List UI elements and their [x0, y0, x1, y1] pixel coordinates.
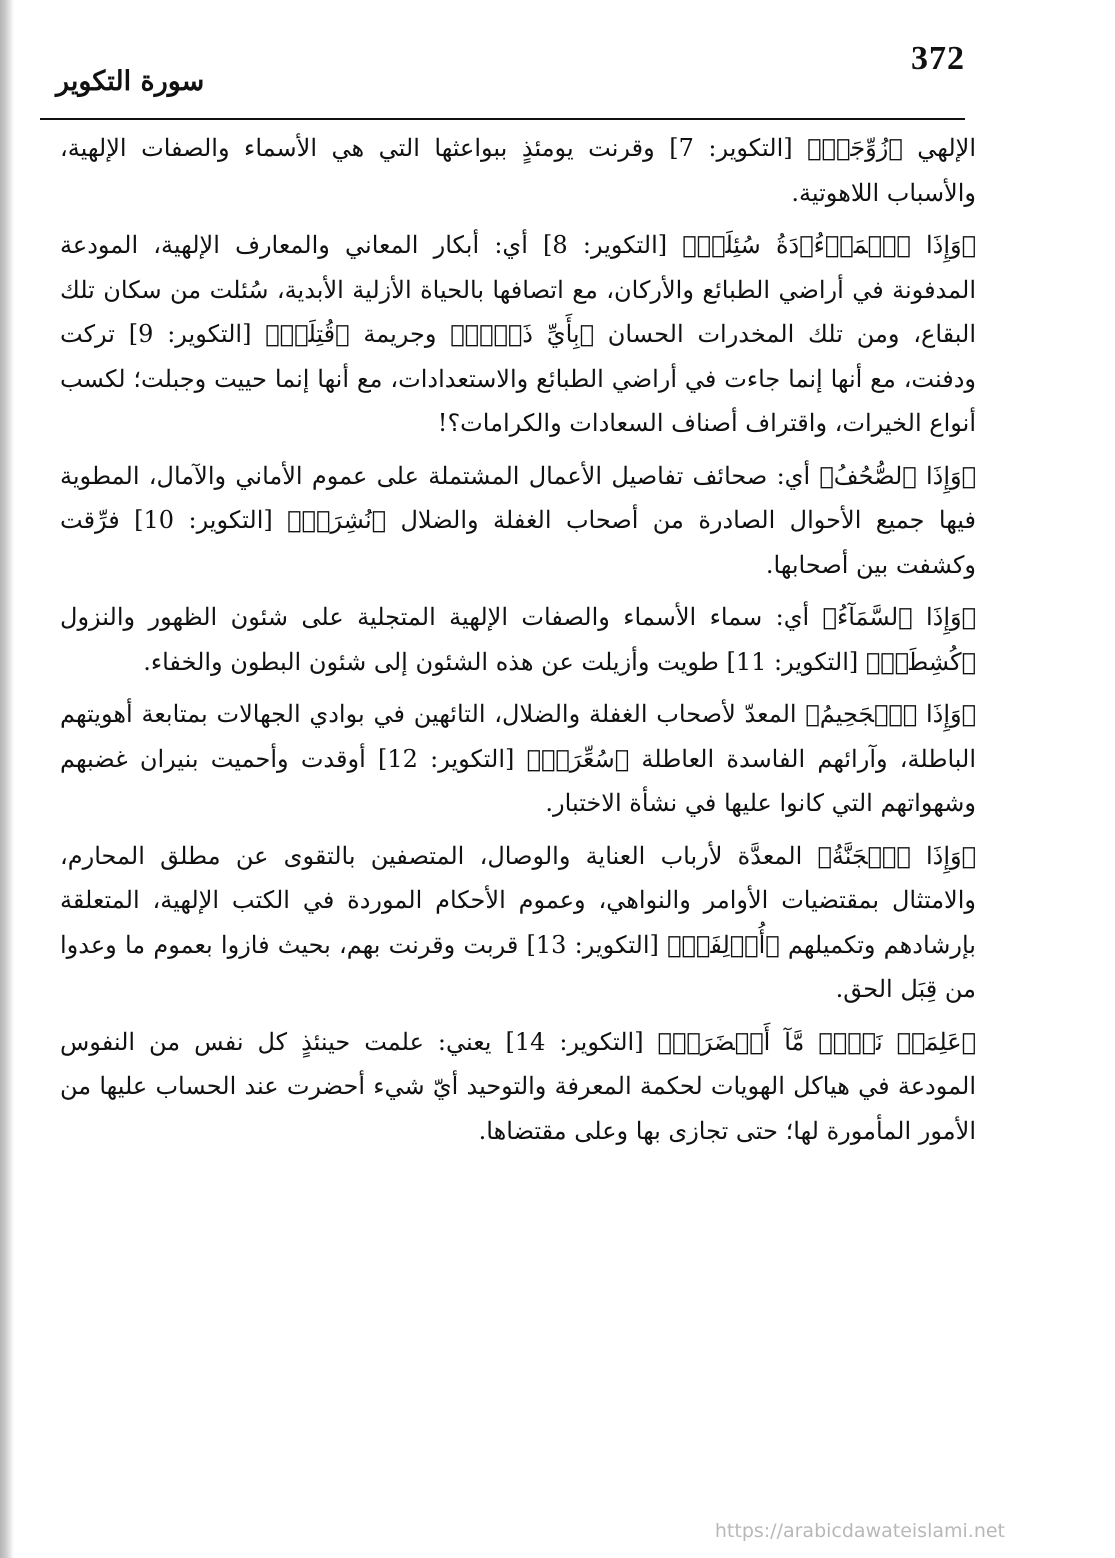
page-header [30, 40, 965, 120]
paragraph: ﴿وَإِذَا ٱلسَّمَآءُ﴾ أي: سماء الأسماء والصفات الإلهية المتجلية على شئون الظهور والنزول ﴿كُشِطَتۡ﴾ [التكوير: 11] طويت وأزيلت عن هذه الشئون إلى شئون البطون والخفاء. [60, 603, 976, 676]
paragraph: ﴿عَلِمَتۡ نَفۡسٞ مَّآ أَحۡضَرَتۡ﴾ [التكوير: 14] يعني: علمت حينئذٍ كل نفس من النفوس المودعة في هياكل الهويات لحكمة المعرفة والتوحيد أيّ شيء أحضرت عند الحساب عليها من الأمور المأمورة لها؛ حتى تجازى بها وعلى مقتضاها. [60, 1027, 976, 1145]
page-number: 372 [911, 40, 965, 77]
paragraph: ﴿وَإِذَا ٱلۡجَنَّةُ﴾ المعدَّة لأرباب العناية والوصال، المتصفين بالتقوى عن مطلق المحارم، والامتثال بمقتضيات الأوامر والنواهي، وعموم الأحكام الموردة في الكتب الإلهية، المتعلقة بإرشادهم وتكميلهم ﴿أُزۡلِفَتۡ﴾ [التكوير: 13] قربت وقرنت بهم، بحيث فازوا بعموم ما وعدوا من قِبَل الحق. [60, 841, 976, 1003]
scan-edge-shadow [0, 0, 14, 1558]
paragraph: ﴿وَإِذَا ٱلۡمَوۡءُۥدَةُ سُئِلَتۡ﴾ [التكوير: 8] أي: أبكار المعاني والمعارف الإلهية، المودعة المدفونة في أراضي الطبائع والأركان، مع اتصافها بالحياة الأزلية الأبدية، سُئلت من سكان تلك البقاع، ومن تلك المخدرات الحسان ﴿بِأَيِّ ذَنۢبٖ﴾ وجريمة ﴿قُتِلَتۡ﴾ [التكوير: 9] تركت ودفنت، مع أنها إنما جاءت في أراضي الطبائع والاستعدادات، مع أنها إنما حييت وجبلت؛ لكسب أنواع الخيرات، واقتراف أصناف السعادات والكرامات؟! [60, 231, 977, 437]
watermark-url: https://arabicdawateislami.net [714, 1520, 1005, 1542]
paragraph: ﴿وَإِذَا ٱلۡجَحِيمُ﴾ المعدّ لأصحاب الغفلة والضلال، التائهين في بوادي الجهالات بمتابعة أهويتهم الباطلة، وآرائهم الفاسدة العاطلة ﴿سُعِّرَتۡ﴾ [التكوير: 12] أوقدت وأحميت بنيران غضبهم وشهواتهم التي كانوا عليها في نشأة الاختبار. [60, 700, 977, 817]
paragraph: ﴿وَإِذَا ٱلصُّحُفُ﴾ أي: صحائف تفاصيل الأعمال المشتملة على عموم الأماني والآمال، المطوية فيها جميع الأحوال الصادرة من أصحاب الغفلة والضلال ﴿نُشِرَتۡ﴾ [التكوير: 10] فرِّقت وكشفت بين أصحابها. [60, 461, 977, 579]
paragraph: الإلهي ﴿زُوِّجَتۡ﴾ [التكوير: 7] وقرنت يومئذٍ ببواعثها التي هي الأسماء والصفات الإلهية، والأسباب اللاهوتية. [60, 134, 977, 207]
header-rule [40, 118, 965, 120]
surah-title: سورة التكوير [56, 66, 205, 97]
page-body [60, 126, 976, 1161]
